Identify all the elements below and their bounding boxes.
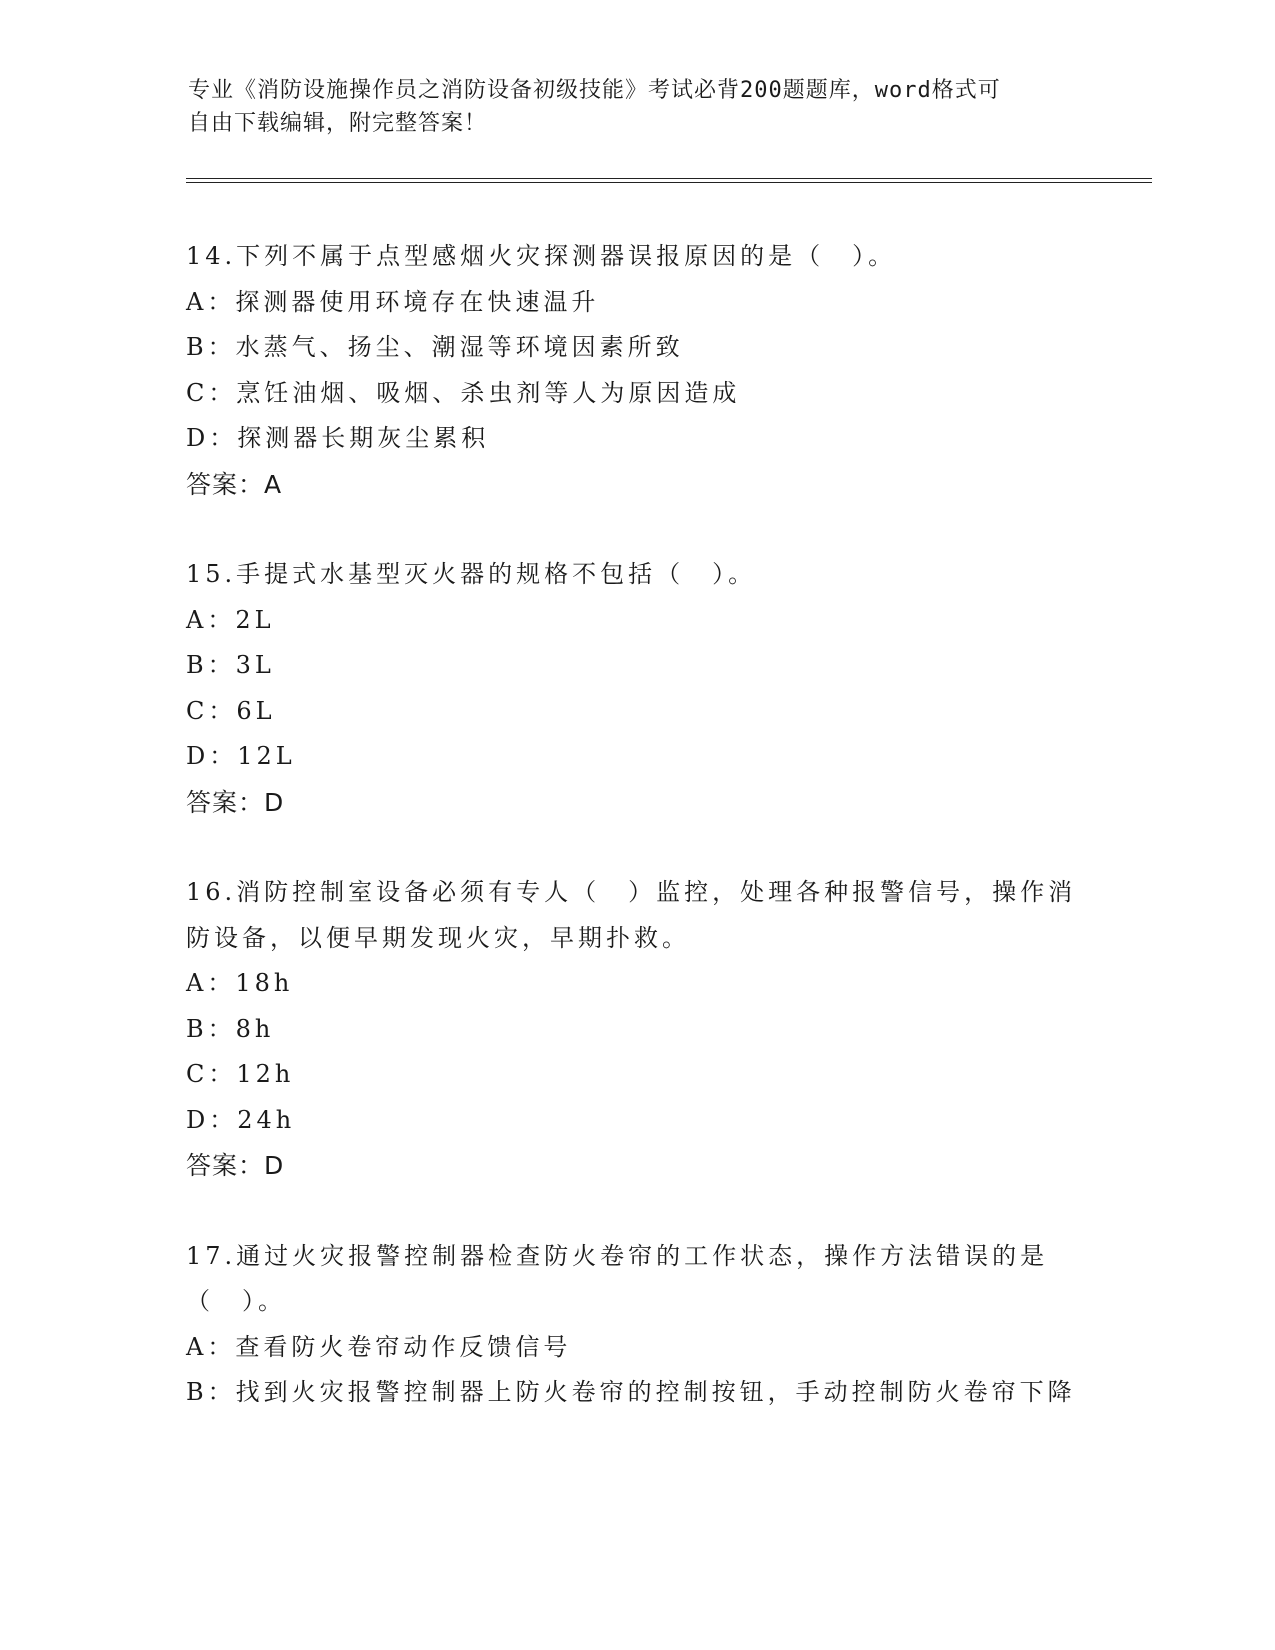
- question-15: [186, 552, 1086, 825]
- option-d: D：探测器长期灰尘累积: [186, 424, 490, 452]
- option-c: C：6L: [186, 696, 276, 725]
- option-d: D：12L: [186, 742, 296, 770]
- question-16: [186, 870, 1086, 1189]
- option-a: A：查看防火卷帘动作反馈信号: [186, 1332, 572, 1361]
- answer: 答案：D: [186, 1151, 285, 1180]
- option-d: D：24h: [186, 1105, 296, 1134]
- question-stem: 14.下列不属于点型感烟火灾探测器误报原因的是（ ）。: [186, 242, 897, 270]
- question-stem: 16.消防控制室设备必须有专人（ ）监控，处理各种报警信号，操作消防设备，以便早期发现火灾，早期扑救。: [186, 878, 1077, 952]
- question-14: [186, 234, 1086, 507]
- option-b: B：3L: [186, 651, 275, 679]
- option-b: B：找到火灾报警控制器上防火卷帘的控制按钮，手动控制防火卷帘下降: [186, 1378, 1076, 1406]
- question-17: [186, 1234, 1086, 1416]
- header-line-2: 自由下载编辑，附完整答案！: [188, 111, 488, 136]
- option-b: B：水蒸气、扬尘、潮湿等环境因素所致: [186, 333, 684, 361]
- option-a: A：探测器使用环境存在快速温升: [186, 287, 600, 316]
- question-stem: 17.通过火灾报警控制器检查防火卷帘的工作状态，操作方法错误的是（ ）。: [186, 1241, 1049, 1315]
- option-c: C：烹饪油烟、吸烟、杀虫剂等人为原因造成: [186, 378, 741, 407]
- question-list: [186, 234, 1086, 1461]
- document-header: [188, 74, 1068, 140]
- answer: 答案：A: [186, 469, 283, 499]
- option-a: A：18h: [186, 969, 294, 997]
- answer: 答案：D: [186, 787, 285, 817]
- option-c: C：12h: [186, 1060, 295, 1088]
- question-stem: 15.手提式水基型灭火器的规格不包括（ ）。: [186, 560, 757, 588]
- header-line-1: 专业《消防设施操作员之消防设备初级技能》考试必背200题题库，word格式可: [188, 78, 1001, 103]
- header-divider: [186, 178, 1152, 183]
- option-a: A：2L: [186, 605, 275, 634]
- option-b: B：8h: [186, 1014, 275, 1043]
